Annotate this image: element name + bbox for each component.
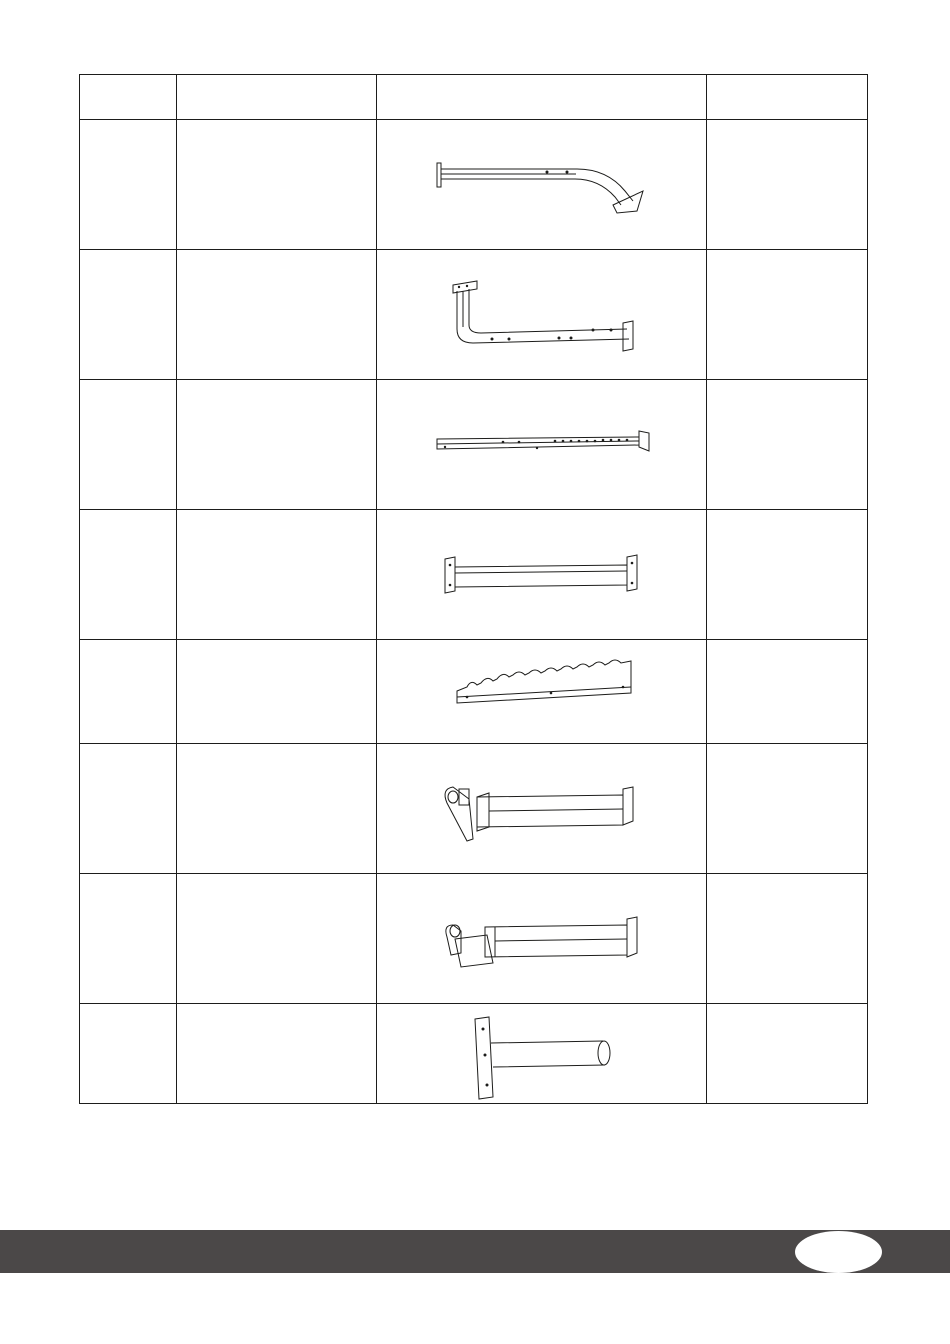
part-quantity [707, 1004, 868, 1104]
pivot-arm-short-drawing [377, 875, 706, 1003]
page-number-badge [795, 1231, 882, 1273]
part-quantity [707, 874, 868, 1004]
part-number [80, 120, 177, 250]
hole-bar-drawing [377, 381, 706, 509]
part-number [80, 380, 177, 510]
u-bar-drawing [377, 251, 706, 379]
part-description [177, 380, 377, 510]
part-illustration [377, 1004, 707, 1104]
part-quantity [707, 510, 868, 640]
pivot-arm-drawing [377, 745, 706, 873]
part-description [177, 250, 377, 380]
part-illustration [377, 250, 707, 380]
part-quantity [707, 250, 868, 380]
header-number [80, 75, 177, 120]
part-number [80, 640, 177, 744]
header-illustration [377, 75, 707, 120]
part-description [177, 874, 377, 1004]
part-illustration [377, 744, 707, 874]
part-illustration [377, 640, 707, 744]
table-header-row [80, 75, 868, 120]
part-number [80, 744, 177, 874]
crossbar-drawing [377, 511, 706, 639]
table-row [80, 1004, 868, 1104]
parts-list-table [79, 74, 868, 1104]
part-number [80, 250, 177, 380]
header-quantity [707, 75, 868, 120]
part-description [177, 120, 377, 250]
table-row [80, 510, 868, 640]
table-row [80, 380, 868, 510]
part-illustration [377, 874, 707, 1004]
part-number [80, 874, 177, 1004]
curved-bar-drawing [377, 121, 706, 249]
table-row [80, 120, 868, 250]
part-description [177, 510, 377, 640]
part-illustration [377, 120, 707, 250]
part-illustration [377, 510, 707, 640]
header-description [177, 75, 377, 120]
weight-post-drawing [377, 1005, 706, 1103]
table-row [80, 744, 868, 874]
part-number [80, 510, 177, 640]
table-row [80, 640, 868, 744]
part-description [177, 1004, 377, 1104]
table-row [80, 250, 868, 380]
part-description [177, 640, 377, 744]
part-quantity [707, 744, 868, 874]
part-illustration [377, 380, 707, 510]
part-quantity [707, 120, 868, 250]
notched-rack-drawing [377, 641, 706, 743]
table-row [80, 874, 868, 1004]
part-number [80, 1004, 177, 1104]
part-description [177, 744, 377, 874]
part-quantity [707, 640, 868, 744]
part-quantity [707, 380, 868, 510]
